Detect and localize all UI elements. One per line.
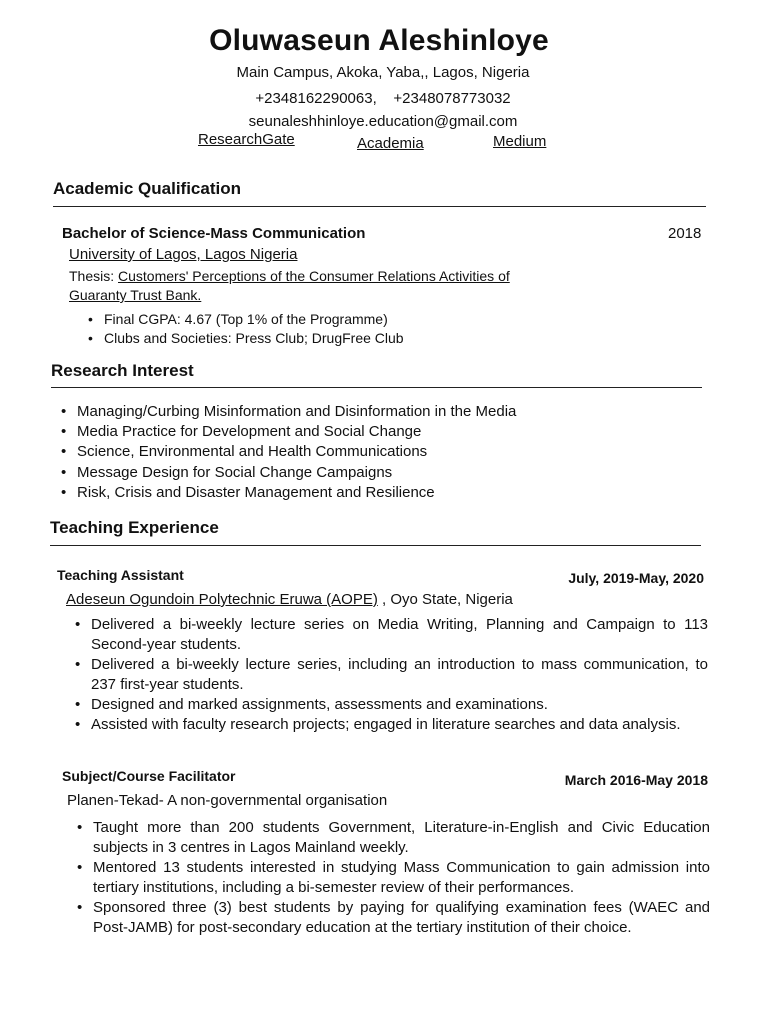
- academic-bullets: [104, 310, 404, 348]
- section-title-teaching: Teaching Experience: [50, 518, 219, 537]
- section-divider: [51, 387, 702, 388]
- job-bullets: [91, 615, 708, 735]
- list-item: • Designed and marked assignments, assessments and examinations.: [91, 695, 708, 715]
- section-title-academic: Academic Qualification: [53, 179, 241, 198]
- list-item: • Final CGPA: 4.67 (Top 1% of the Programme): [104, 310, 404, 329]
- job-role: Subject/Course Facilitator: [62, 768, 236, 784]
- section-divider: [53, 206, 706, 207]
- list-item: • Delivered a bi-weekly lecture series on Media Writing, Planning and Campaign to 113 Second-year students.: [91, 615, 708, 655]
- job-org-link[interactable]: Adeseun Ogundoin Polytechnic Eruwa (AOPE): [66, 591, 378, 608]
- list-item: • Taught more than 200 students Government, Literature-in-English and Civic Education subjects in 3 centres in Lagos Mainland weekly.: [93, 818, 710, 858]
- degree-year: 2018: [668, 225, 702, 242]
- thesis-title-link[interactable]: Customers' Perceptions of the Consumer Relations Activities of: [118, 268, 510, 284]
- job-dates: March 2016-May 2018: [564, 772, 708, 788]
- list-item: • Risk, Crisis and Disaster Management and Resilience: [77, 483, 516, 503]
- list-item: • Mentored 13 students interested in studying Mass Communication to gain admission into tertiary institutions, including a bi-semester review of their performances.: [93, 858, 710, 898]
- phone-2[interactable]: +2348078773032: [393, 90, 511, 107]
- job-dates: July, 2019-May, 2020: [568, 570, 704, 586]
- research-list: [77, 402, 516, 503]
- list-item: • Science, Environmental and Health Communications: [77, 442, 516, 462]
- job-bullets: [93, 818, 710, 938]
- thesis-label: Thesis:: [69, 268, 119, 284]
- list-item: • Clubs and Societies: Press Club; DrugFree Club: [104, 329, 404, 348]
- job-org-location: , Oyo State, Nigeria: [377, 591, 513, 608]
- phone-numbers: [0, 90, 766, 107]
- thesis-line: [69, 268, 510, 284]
- section-divider: [50, 545, 701, 546]
- researchgate-link[interactable]: ResearchGate: [198, 131, 295, 148]
- address: Main Campus, Akoka, Yaba,, Lagos, Nigeria: [236, 64, 530, 81]
- degree-title: Bachelor of Science-Mass Communication: [62, 225, 366, 242]
- job-org: [66, 591, 513, 608]
- list-item: • Delivered a bi-weekly lecture series, including an introduction to mass communication, to 237 first-year students.: [91, 655, 708, 695]
- medium-link[interactable]: Medium: [493, 133, 547, 150]
- list-item: • Media Practice for Development and Social Change: [77, 422, 516, 442]
- list-item: • Message Design for Social Change Campaigns: [77, 463, 516, 483]
- list-item: • Managing/Curbing Misinformation and Disinformation in the Media: [77, 402, 516, 422]
- candidate-name: Oluwaseun Aleshinloye: [209, 24, 549, 57]
- institution-name[interactable]: University of Lagos, Lagos Nigeria: [69, 246, 298, 263]
- email[interactable]: seunaleshhinloye.education@gmail.com: [248, 113, 518, 130]
- phone-1[interactable]: +2348162290063,: [255, 90, 377, 107]
- job-role: Teaching Assistant: [57, 567, 184, 583]
- list-item: • Sponsored three (3) best students by paying for qualifying examination fees (WAEC and Post-JAMB) for post-secondary education at the tertiary institution of their choice.: [93, 898, 710, 938]
- thesis-title-link-cont[interactable]: Guaranty Trust Bank.: [69, 287, 202, 303]
- list-item: • Assisted with faculty research projects; engaged in literature searches and data analysis.: [91, 715, 708, 735]
- section-title-research: Research Interest: [51, 361, 194, 380]
- job-org: Planen-Tekad- A non-governmental organisation: [67, 792, 388, 809]
- academia-link[interactable]: Academia: [357, 135, 424, 152]
